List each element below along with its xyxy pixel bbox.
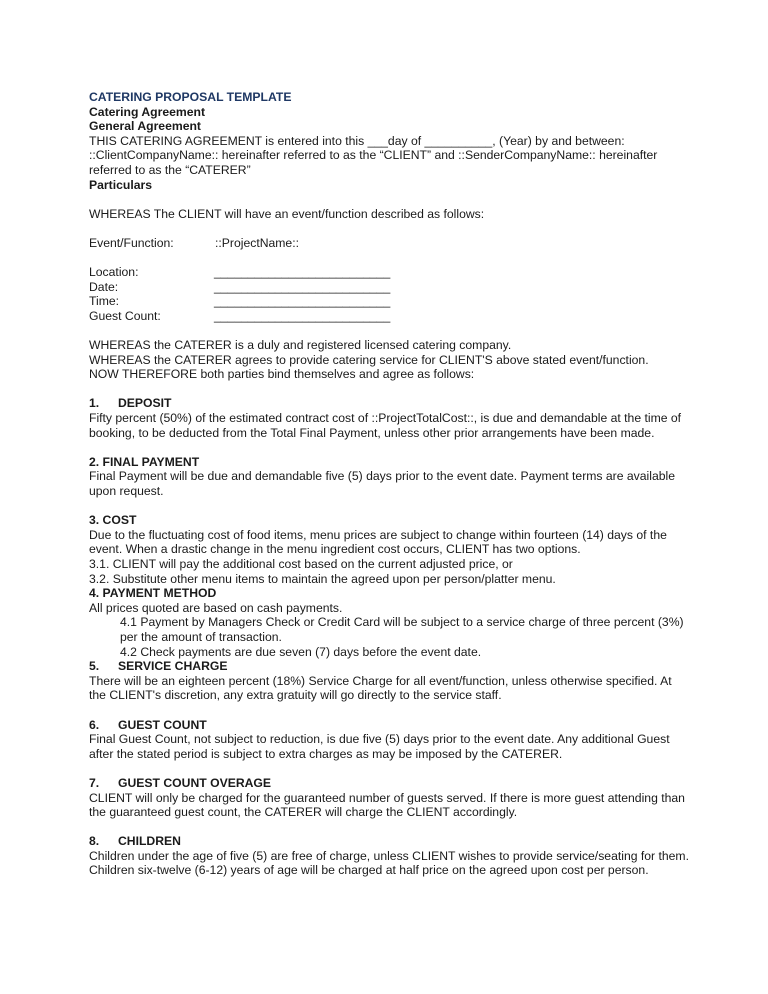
event-label: Event/Function: [89,235,174,250]
section-4-text: All prices quoted are based on cash payments. [89,600,343,615]
time-row [89,294,689,309]
section-4-2: 4.2 Check payments are due seven (7) days before the event date. [120,644,482,659]
section-8-text: Children under the age of five (5) are free of charge, unless CLIENT wishes to provide service/seating for them. Children six-twelve (6-12) years of age will be charged at half price on the agreed upon cost per person. [89,848,689,878]
date-label: Date: [89,279,119,294]
section-5-heading: 5. SERVICE CHARGE [89,659,228,674]
section-3-1: 3.1. CLIENT will pay the additional cost based on the current adjusted price, or [89,557,513,571]
document-title: CATERING PROPOSAL TEMPLATE [89,90,292,104]
section-2-text: Final Payment will be due and demandable five (5) days prior to the event date. Payment terms are available upon request. [89,469,675,499]
guest-count-row [89,309,689,324]
date-blank: __________________________ [214,279,391,294]
section-3-2: 3.2. Substitute other menu items to maintain the agreed upon per person/platter menu. [89,571,556,586]
now-therefore: NOW THEREFORE both parties bind themselves and agree as follows: [89,367,475,382]
section-3-text: Due to the fluctuating cost of food items, menu prices are subject to change within fourteen (14) days of the event. When a drastic change in the menu ingredient cost occurs, CLIENT has two options. [89,527,667,557]
section-3-heading: 3. COST [89,513,137,528]
section-7-text: CLIENT will only be charged for the guaranteed number of guests served. If there is more guest attending than the guaranteed guest count, the CATERER will charge the CLIENT accordingly. [89,790,685,820]
guest-count-blank: __________________________ [214,308,391,323]
location-row [89,265,689,280]
section-5-text: There will be an eighteen percent (18%) Service Charge for all event/function, unless otherwise specified. At the CLIENT's discretion, any extra gratuity will go directly to the service staff. [89,673,672,703]
document-page [89,90,689,878]
section-6-heading: 6. GUEST COUNT [89,717,207,732]
section-4-heading: 4. PAYMENT METHOD [89,586,217,601]
whereas-caterer-licensed: WHEREAS the CATERER is a duly and registered licensed catering company. [89,338,512,353]
time-label: Time: [89,294,120,309]
section-1-heading: 1. DEPOSIT [89,396,172,411]
section-4-1: 4.1 Payment by Managers Check or Credit Card will be subject to a service charge of three percent (3%) per the amount of transaction. [120,615,684,644]
section-2-heading: 2. FINAL PAYMENT [89,454,200,469]
particulars-heading: Particulars [89,177,153,192]
location-label: Location: [89,265,139,280]
subtitle-general-agreement: General Agreement [89,119,201,134]
subtitle-catering-agreement: Catering Agreement [89,104,206,119]
date-row [89,280,689,295]
guest-count-label: Guest Count: [89,308,161,323]
time-blank: __________________________ [214,294,391,309]
event-function-row [89,236,689,251]
section-1-text: Fifty percent (50%) of the estimated contract cost of ::ProjectTotalCost::, is due and demandable at the time of booking, to be deducted from the Total Final Payment, unless other prior arrangements have been made. [89,411,682,440]
whereas-caterer-agrees: WHEREAS the CATERER agrees to provide catering service for CLIENT'S above stated event/function. [89,352,649,367]
event-value: ::ProjectName:: [215,235,299,250]
intro-paragraph: THIS CATERING AGREEMENT is entered into this ___day of __________, (Year) by and between: ::ClientCompanyName:: hereinafter referred to as the “CLIENT” and ::SenderCompanyName:: hereinafter referred to as the “CATERER” [89,133,658,177]
whereas-event: WHEREAS The CLIENT will have an event/function described as follows: [89,206,485,221]
section-7-heading: 7. GUEST COUNT OVERAGE [89,775,272,790]
location-blank: __________________________ [214,265,391,280]
section-8-heading: 8. CHILDREN [89,834,181,849]
section-6-text: Final Guest Count, not subject to reduction, is due five (5) days prior to the event date. Any additional Guest after the stated period is subject to extra charges as may be imposed by the CATERER. [89,732,670,761]
